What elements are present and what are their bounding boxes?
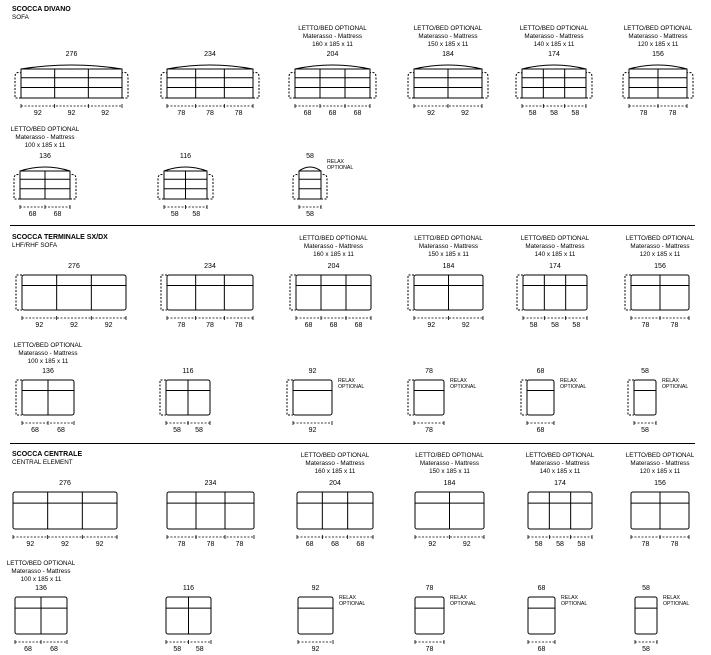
backrest-outline xyxy=(20,167,70,171)
backrest-outline xyxy=(629,65,687,69)
seat-width-label: 92 xyxy=(26,541,35,548)
relax-option-text: RELAX xyxy=(339,595,357,601)
backrest-outline xyxy=(164,167,207,171)
seat-width-label: 68 xyxy=(57,427,65,434)
mattress-label: Materasso - Mattress xyxy=(524,33,584,41)
seat-width-label: 58 xyxy=(550,110,558,117)
mattress-size: 160 x 185 x 11 xyxy=(313,251,354,259)
relax-option-note xyxy=(339,595,365,608)
module-drawing xyxy=(8,259,140,330)
section-subtitle-terminal: LHF/RHF SOFA xyxy=(12,242,58,249)
module-drawing xyxy=(401,581,458,654)
section-title-central: SCOCCA CENTRALE xyxy=(12,451,83,458)
relax-option-text: OPTIONAL xyxy=(561,601,588,608)
width-dimension-label: 174 xyxy=(548,51,560,58)
module-frame xyxy=(528,597,555,634)
bed-option-note xyxy=(403,25,493,50)
seat-width-label: 68 xyxy=(53,211,62,218)
section-title-terminal: SCOCCA TERMINALE SX/DX xyxy=(12,234,108,241)
seat-width-label: 68 xyxy=(353,110,362,117)
module-frame xyxy=(167,275,253,310)
seat-width-label: 78 xyxy=(670,322,679,329)
module-drawing xyxy=(7,47,136,118)
mattress-label: Materasso - Mattress xyxy=(302,33,363,41)
seat-width-label: 68 xyxy=(329,322,338,329)
relax-option-text: OPTIONAL xyxy=(339,601,366,608)
mattress-size: 150 x 185 x 11 xyxy=(428,251,469,259)
armrest-left xyxy=(15,73,21,99)
module-drawing xyxy=(617,259,703,330)
seat-frame xyxy=(167,69,253,98)
relax-option-note xyxy=(450,595,476,608)
bed-option-title: LETTO/BED OPTIONAL xyxy=(6,560,76,567)
seat-frame xyxy=(21,69,122,98)
width-dimension-label: 78 xyxy=(425,585,434,592)
section-divider xyxy=(10,225,695,226)
seat-width-label: 68 xyxy=(28,211,37,218)
backrest-outline xyxy=(414,65,482,69)
width-dimension-label: 156 xyxy=(654,480,666,487)
seat-width-label: 78 xyxy=(670,541,679,548)
seat-width-label: 92 xyxy=(61,541,69,548)
seat-width-label: 58 xyxy=(641,427,649,434)
seat-width-label: 92 xyxy=(461,110,469,117)
seat-width-label: 92 xyxy=(428,541,437,548)
bed-option-note xyxy=(615,452,705,477)
mattress-size: 140 x 185 x 11 xyxy=(539,468,581,476)
bed-option-note xyxy=(3,342,93,367)
armrest-right xyxy=(482,73,488,99)
seat-width-label: 68 xyxy=(303,110,312,117)
seat-width-label: 58 xyxy=(571,110,580,117)
width-dimension-label: 234 xyxy=(204,51,216,58)
relax-option-note xyxy=(561,595,587,608)
bed-option-title: LETTO/BED OPTIONAL xyxy=(625,452,695,459)
seat-frame xyxy=(522,69,586,98)
bed-option-title: LETTO/BED OPTIONAL xyxy=(519,25,589,32)
module-frame xyxy=(523,275,587,310)
mattress-label: Materasso - Mattress xyxy=(630,243,690,251)
width-dimension-label: 174 xyxy=(554,480,566,487)
module-frame xyxy=(296,275,371,310)
seat-width-label: 92 xyxy=(427,322,436,329)
module-frame xyxy=(415,597,444,634)
module-frame xyxy=(528,492,592,529)
bed-option-title: LETTO/BED OPTIONAL xyxy=(300,452,370,459)
bed-option-title: LETTO/BED OPTIONAL xyxy=(298,25,367,32)
seat-width-label: 78 xyxy=(668,110,677,117)
mattress-size: 160 x 185 x 11 xyxy=(312,41,353,49)
bed-option-title: LETTO/BED OPTIONAL xyxy=(415,452,484,459)
seat-width-label: 92 xyxy=(35,322,44,329)
module-drawing xyxy=(152,364,224,435)
mattress-label: Materasso - Mattress xyxy=(303,243,364,251)
bed-option-title: LETTO/BED OPTIONAL xyxy=(623,25,693,32)
module-drawing xyxy=(621,581,671,654)
seat-width-label: 92 xyxy=(70,322,78,329)
module-drawing xyxy=(282,259,385,330)
module-drawing xyxy=(284,581,347,654)
width-dimension-label: 204 xyxy=(327,263,340,270)
width-dimension-label: 234 xyxy=(204,480,217,487)
width-dimension-label: 78 xyxy=(425,368,433,375)
width-dimension-label: 58 xyxy=(642,585,650,592)
bed-option-note xyxy=(515,452,605,477)
module-frame xyxy=(22,275,126,310)
relax-option-text: OPTIONAL xyxy=(450,384,477,391)
seat-width-label: 78 xyxy=(177,541,186,548)
width-dimension-label: 136 xyxy=(42,368,54,375)
seat-width-label: 68 xyxy=(24,646,32,653)
seat-width-label: 92 xyxy=(101,110,110,117)
seat-width-label: 78 xyxy=(641,322,650,329)
bed-option-title: LETTO/BED OPTIONAL xyxy=(414,235,483,242)
armrest-right xyxy=(687,73,693,99)
width-dimension-label: 184 xyxy=(443,480,456,487)
bed-option-note xyxy=(404,235,494,260)
seat-width-label: 92 xyxy=(95,541,104,548)
mattress-label: Materasso - Mattress xyxy=(305,460,365,468)
seat-width-label: 58 xyxy=(529,322,538,329)
seat-width-label: 58 xyxy=(173,427,181,434)
relax-option-text: OPTIONAL xyxy=(327,165,354,172)
relax-option-text: RELAX xyxy=(662,378,680,384)
mattress-label: Materasso - Mattress xyxy=(419,460,480,468)
bed-option-title: LETTO/BED OPTIONAL xyxy=(13,342,83,349)
seat-width-label: 92 xyxy=(462,541,471,548)
width-dimension-label: 276 xyxy=(65,51,78,58)
width-dimension-label: 92 xyxy=(308,368,317,375)
bed-option-title: LETTO/BED OPTIONAL xyxy=(625,235,695,242)
armrest-right xyxy=(370,73,376,99)
bed-option-note xyxy=(0,126,90,151)
relax-option-text: OPTIONAL xyxy=(662,384,689,391)
seat-width-label: 92 xyxy=(104,322,113,329)
mattress-size: 150 x 185 x 11 xyxy=(427,41,469,49)
seat-frame xyxy=(295,69,370,98)
module-drawing xyxy=(400,364,458,435)
optional-arm-outline xyxy=(161,275,167,310)
seat-width-label: 68 xyxy=(356,541,365,548)
module-drawing xyxy=(153,259,267,330)
seat-width-label: 78 xyxy=(234,322,243,329)
backrest-outline xyxy=(21,65,122,69)
module-frame xyxy=(298,597,333,634)
relax-option-note xyxy=(327,159,353,172)
module-frame xyxy=(297,492,373,529)
mattress-label: Materasso - Mattress xyxy=(530,460,590,468)
armrest-left xyxy=(623,73,629,99)
seat-width-label: 92 xyxy=(461,322,470,329)
width-dimension-label: 68 xyxy=(536,368,545,375)
relax-option-note xyxy=(338,378,364,391)
width-dimension-label: 136 xyxy=(39,153,51,160)
seat-frame xyxy=(299,171,321,199)
seat-width-label: 92 xyxy=(427,110,435,117)
mattress-label: Materasso - Mattress xyxy=(15,134,75,142)
module-drawing xyxy=(508,47,600,118)
mattress-size: 100 x 185 x 11 xyxy=(27,358,69,366)
seat-width-label: 68 xyxy=(31,427,39,434)
bed-option-note xyxy=(615,235,705,260)
module-frame xyxy=(635,597,657,634)
bed-option-title: LETTO/BED OPTIONAL xyxy=(413,25,483,32)
width-dimension-label: 174 xyxy=(549,263,561,270)
optional-arm-outline xyxy=(625,275,631,310)
module-drawing xyxy=(150,149,221,219)
optional-arm-outline xyxy=(287,380,293,415)
mattress-size: 100 x 185 x 11 xyxy=(24,142,66,150)
seat-width-label: 78 xyxy=(425,427,433,434)
armrest-left xyxy=(14,175,20,200)
width-dimension-label: 204 xyxy=(329,480,341,487)
module-frame xyxy=(634,380,656,415)
module-drawing xyxy=(0,476,131,549)
mattress-size: 150 x 185 x 11 xyxy=(429,468,470,476)
relax-option-text: OPTIONAL xyxy=(450,601,477,608)
seat-width-label: 78 xyxy=(639,110,648,117)
optional-arm-outline xyxy=(16,275,22,310)
seat-width-label: 58 xyxy=(195,646,204,653)
section-subtitle-central: CENTRAL ELEMENT xyxy=(12,459,73,466)
bed-option-title: LETTO/BED OPTIONAL xyxy=(520,235,590,242)
width-dimension-label: 276 xyxy=(68,263,80,270)
relax-option-note xyxy=(450,378,476,391)
seat-width-label: 58 xyxy=(528,110,537,117)
bed-option-note xyxy=(405,452,495,477)
module-drawing xyxy=(514,476,606,549)
bed-option-title: LETTO/BED OPTIONAL xyxy=(525,452,595,459)
seat-width-label: 92 xyxy=(67,110,76,117)
module-frame xyxy=(293,380,332,415)
module-drawing xyxy=(620,364,670,435)
seat-width-label: 68 xyxy=(328,110,337,117)
module-drawing xyxy=(279,364,346,435)
armrest-left xyxy=(158,175,164,200)
relax-option-note xyxy=(560,378,586,391)
optional-arm-outline xyxy=(160,380,166,415)
seat-width-label: 78 xyxy=(206,110,214,117)
width-dimension-label: 68 xyxy=(537,585,546,592)
module-frame xyxy=(414,380,444,415)
mattress-size: 140 x 185 x 11 xyxy=(533,41,575,49)
relax-option-text: RELAX xyxy=(450,595,468,601)
mattress-label: Materasso - Mattress xyxy=(630,460,690,468)
bed-option-note xyxy=(510,235,600,260)
module-drawing xyxy=(617,476,703,549)
backrest-outline xyxy=(299,167,321,171)
seat-width-label: 68 xyxy=(305,541,314,548)
seat-width-label: 58 xyxy=(192,211,201,218)
optional-arm-outline xyxy=(628,380,634,415)
mattress-size: 160 x 185 x 11 xyxy=(314,468,356,476)
seat-width-label: 78 xyxy=(234,110,243,117)
armrest-left xyxy=(161,73,167,99)
seat-width-label: 58 xyxy=(577,541,586,548)
mattress-label: Materasso - Mattress xyxy=(11,568,71,576)
relax-option-text: OPTIONAL xyxy=(338,384,365,391)
width-dimension-label: 58 xyxy=(641,368,649,375)
bed-option-title: LETTO/BED OPTIONAL xyxy=(299,235,368,242)
optional-arm-outline xyxy=(408,380,414,415)
width-dimension-label: 184 xyxy=(442,51,454,58)
optional-arm-outline xyxy=(16,380,22,415)
relax-option-text: RELAX xyxy=(327,159,345,165)
armrest-right xyxy=(321,175,327,200)
module-drawing xyxy=(400,47,496,118)
width-dimension-label: 136 xyxy=(35,585,47,592)
relax-option-note xyxy=(663,595,689,608)
width-dimension-label: 156 xyxy=(654,263,666,270)
width-dimension-label: 58 xyxy=(306,153,314,160)
backrest-outline xyxy=(295,65,370,69)
armrest-left xyxy=(516,73,522,99)
seat-width-label: 68 xyxy=(331,541,339,548)
seat-width-label: 92 xyxy=(311,646,320,653)
armrest-right xyxy=(207,175,213,200)
mattress-size: 140 x 185 x 11 xyxy=(534,251,576,259)
relax-option-text: OPTIONAL xyxy=(663,601,690,608)
module-drawing xyxy=(1,581,81,654)
armrest-right xyxy=(586,73,592,99)
bed-option-note xyxy=(509,25,599,50)
mattress-size: 120 x 185 x 11 xyxy=(637,41,679,49)
module-drawing xyxy=(509,259,601,330)
seat-width-label: 68 xyxy=(536,427,545,434)
relax-option-text: OPTIONAL xyxy=(560,384,587,391)
seat-width-label: 58 xyxy=(551,322,559,329)
seat-width-label: 58 xyxy=(642,646,650,653)
armrest-right xyxy=(70,175,76,200)
armrest-left xyxy=(289,73,295,99)
seat-width-label: 68 xyxy=(537,646,546,653)
relax-option-text: RELAX xyxy=(561,595,579,601)
module-drawing xyxy=(8,364,88,435)
armrest-left xyxy=(293,175,299,200)
seat-width-label: 58 xyxy=(195,427,203,434)
module-drawing xyxy=(6,149,84,219)
mattress-size: 120 x 185 x 11 xyxy=(639,251,681,259)
module-drawing xyxy=(615,47,701,118)
backrest-outline xyxy=(167,65,253,69)
width-dimension-label: 156 xyxy=(652,51,664,58)
relax-option-text: RELAX xyxy=(560,378,578,384)
seat-width-label: 58 xyxy=(170,211,179,218)
module-drawing xyxy=(514,581,569,654)
seat-width-label: 78 xyxy=(177,322,186,329)
width-dimension-label: 276 xyxy=(59,480,71,487)
bed-option-note xyxy=(288,25,378,50)
width-dimension-label: 204 xyxy=(326,51,339,58)
bed-option-note xyxy=(613,25,703,50)
bed-option-title: LETTO/BED OPTIONAL xyxy=(10,126,80,133)
module-drawing xyxy=(401,476,498,549)
optional-arm-outline xyxy=(517,275,523,310)
bed-option-note xyxy=(290,452,380,477)
relax-option-note xyxy=(662,378,688,391)
width-dimension-label: 92 xyxy=(311,585,320,592)
module-drawing xyxy=(281,47,384,118)
backrest-outline xyxy=(522,65,586,69)
seat-width-label: 78 xyxy=(641,541,650,548)
section-title-sofa: SCOCCA DIVANO xyxy=(12,6,71,13)
relax-option-text: RELAX xyxy=(663,595,681,601)
bed-option-note xyxy=(0,560,86,585)
mattress-label: Materasso - Mattress xyxy=(418,243,479,251)
seat-width-label: 58 xyxy=(306,211,314,218)
module-drawing xyxy=(153,47,267,118)
seat-width-label: 58 xyxy=(556,541,564,548)
section-subtitle-sofa: SOFA xyxy=(12,14,29,21)
seat-width-label: 78 xyxy=(235,541,244,548)
width-dimension-label: 234 xyxy=(204,263,216,270)
module-frame xyxy=(167,492,254,529)
relax-option-text: RELAX xyxy=(338,378,356,384)
seat-width-label: 68 xyxy=(50,646,58,653)
mattress-label: Materasso - Mattress xyxy=(525,243,585,251)
seat-width-label: 58 xyxy=(572,322,581,329)
module-drawing xyxy=(283,476,387,549)
mattress-label: Materasso - Mattress xyxy=(628,33,688,41)
section-divider xyxy=(10,443,695,444)
width-dimension-label: 184 xyxy=(442,263,455,270)
optional-arm-outline xyxy=(521,380,527,415)
width-dimension-label: 116 xyxy=(179,153,192,160)
seat-width-label: 58 xyxy=(173,646,182,653)
mattress-size: 100 x 185 x 11 xyxy=(20,576,62,584)
bed-option-note xyxy=(289,235,379,260)
armrest-right xyxy=(253,73,259,99)
mattress-size: 120 x 185 x 11 xyxy=(639,468,681,476)
seat-width-label: 58 xyxy=(534,541,543,548)
module-drawing xyxy=(513,364,568,435)
module-frame xyxy=(527,380,554,415)
seat-width-label: 68 xyxy=(304,322,313,329)
armrest-left xyxy=(408,73,414,99)
optional-arm-outline xyxy=(408,275,414,310)
armrest-right xyxy=(122,73,128,99)
seat-width-label: 92 xyxy=(308,427,317,434)
seat-width-label: 68 xyxy=(354,322,363,329)
module-frame xyxy=(13,492,117,529)
seat-width-label: 78 xyxy=(425,646,434,653)
module-drawing xyxy=(152,581,225,654)
seat-width-label: 78 xyxy=(206,541,215,548)
mattress-label: Materasso - Mattress xyxy=(418,33,478,41)
module-drawing xyxy=(400,259,497,330)
width-dimension-label: 116 xyxy=(182,585,195,592)
seat-width-label: 78 xyxy=(206,322,214,329)
mattress-label: Materasso - Mattress xyxy=(18,350,78,358)
width-dimension-label: 116 xyxy=(182,368,194,375)
seat-width-label: 92 xyxy=(33,110,42,117)
relax-option-text: RELAX xyxy=(450,378,468,384)
optional-arm-outline xyxy=(290,275,296,310)
module-drawing xyxy=(153,476,268,549)
seat-width-label: 78 xyxy=(177,110,186,117)
